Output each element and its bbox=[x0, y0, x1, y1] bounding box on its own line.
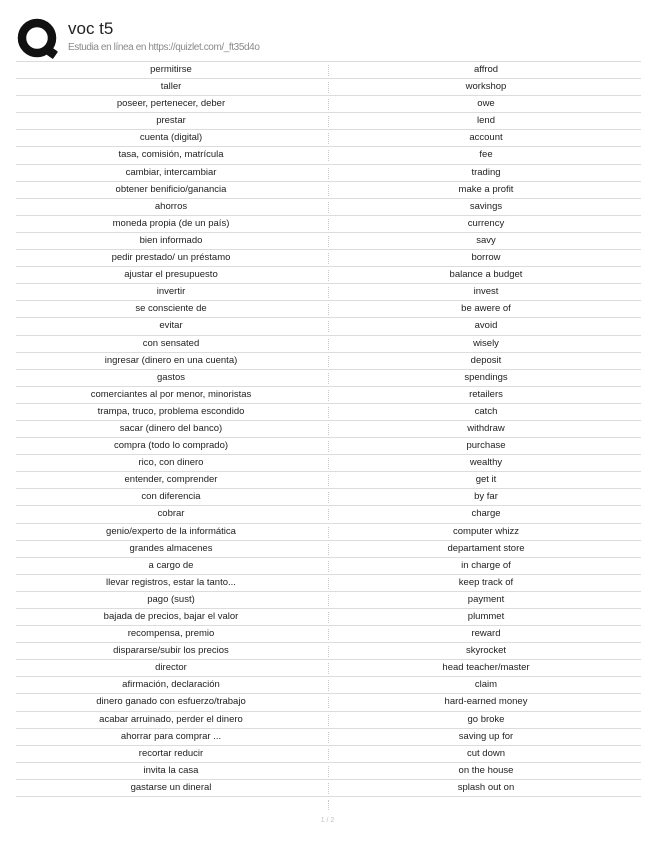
page-number: 1 / 2 bbox=[320, 817, 335, 824]
table-row bbox=[16, 353, 641, 370]
table-row bbox=[16, 609, 641, 626]
term-cell: tasa, comisión, matrícula bbox=[118, 149, 224, 161]
term-cell: entender, comprender bbox=[124, 474, 218, 486]
column-divider bbox=[328, 646, 329, 657]
column-divider bbox=[328, 219, 329, 230]
term-cell: trampa, truco, problema escondido bbox=[97, 405, 245, 417]
column-divider bbox=[328, 458, 329, 469]
quizlet-q-logo-icon bbox=[16, 18, 60, 60]
column-divider bbox=[328, 270, 329, 281]
definition-cell: account bbox=[469, 132, 503, 144]
table-row bbox=[16, 62, 641, 79]
table-row bbox=[16, 626, 641, 643]
column-divider bbox=[328, 680, 329, 691]
column-divider bbox=[328, 595, 329, 606]
definition-cell: savings bbox=[469, 200, 503, 212]
definition-cell: retailers bbox=[469, 388, 503, 400]
column-divider bbox=[328, 509, 329, 520]
definition-cell: plummet bbox=[467, 611, 505, 622]
term-cell: prestar bbox=[156, 115, 186, 127]
definition-cell: catch bbox=[474, 405, 498, 417]
column-divider bbox=[328, 697, 329, 708]
column-divider bbox=[328, 492, 329, 503]
term-cell: acabar arruinado, perder el dinero bbox=[99, 713, 243, 725]
definition-cell: invest bbox=[473, 286, 499, 298]
column-divider bbox=[328, 116, 329, 127]
table-row bbox=[16, 79, 641, 96]
column-divider bbox=[328, 715, 329, 726]
definition-cell: skyrocket bbox=[465, 645, 507, 657]
vocabulary-table bbox=[16, 61, 641, 797]
term-cell: moneda propia (de un país) bbox=[112, 217, 230, 229]
term-cell: ingresar (dinero en una cuenta) bbox=[104, 354, 238, 366]
column-divider bbox=[328, 253, 329, 264]
term-cell: gastos bbox=[157, 371, 185, 383]
column-divider bbox=[328, 629, 329, 640]
table-row bbox=[16, 113, 641, 130]
definition-cell: lend bbox=[477, 115, 495, 127]
term-cell: llevar registros, estar la tanto... bbox=[106, 576, 236, 588]
definition-cell: computer whizz bbox=[453, 525, 519, 537]
term-cell: invita la casa bbox=[143, 764, 199, 776]
table-row bbox=[16, 643, 641, 660]
table-row bbox=[16, 370, 641, 387]
definition-cell: savy bbox=[476, 234, 496, 246]
definition-cell: payment bbox=[467, 593, 505, 605]
table-row bbox=[16, 96, 641, 113]
definition-cell: cut down bbox=[466, 747, 506, 759]
term-cell: dinero ganado con esfuerzo/trabajo bbox=[96, 696, 246, 708]
definition-cell: in charge of bbox=[461, 559, 511, 571]
column-divider bbox=[328, 185, 329, 196]
column-divider bbox=[328, 663, 329, 674]
column-divider bbox=[328, 339, 329, 350]
set-title: voc t5 bbox=[68, 19, 114, 38]
column-divider bbox=[328, 236, 329, 247]
term-cell: bajada de precios, bajar el valor bbox=[103, 611, 239, 622]
term-cell: obtener benificio/ganancia bbox=[115, 183, 227, 195]
table-row bbox=[16, 694, 641, 711]
column-divider bbox=[328, 202, 329, 213]
term-cell: a cargo de bbox=[148, 559, 194, 571]
definition-cell: departament store bbox=[447, 542, 525, 554]
column-divider bbox=[328, 133, 329, 144]
table-row bbox=[16, 147, 641, 164]
term-cell: genio/experto de la informática bbox=[106, 525, 236, 537]
table-row bbox=[16, 729, 641, 746]
term-cell: se consciente de bbox=[135, 303, 207, 315]
table-row bbox=[16, 558, 641, 575]
definition-cell: make a profit bbox=[458, 183, 514, 195]
definition-cell: borrow bbox=[471, 252, 501, 264]
column-divider bbox=[328, 544, 329, 555]
term-cell: rico, con dinero bbox=[138, 457, 204, 469]
definition-cell: get it bbox=[475, 474, 497, 486]
definition-cell: withdraw bbox=[467, 422, 505, 434]
table-row bbox=[16, 455, 641, 472]
term-cell: poseer, pertenecer, deber bbox=[116, 98, 226, 110]
table-row bbox=[16, 404, 641, 421]
table-row bbox=[16, 336, 641, 353]
term-cell: con sensated bbox=[142, 337, 200, 349]
definition-cell: charge bbox=[471, 508, 501, 520]
definition-cell: saving up for bbox=[458, 730, 514, 742]
term-cell: bien informado bbox=[139, 234, 203, 246]
table-row bbox=[16, 541, 641, 558]
table-row bbox=[16, 301, 641, 318]
column-divider bbox=[328, 168, 329, 179]
term-cell: comerciantes al por menor, minoristas bbox=[90, 388, 252, 400]
table-row bbox=[16, 489, 641, 506]
definition-cell: affrod bbox=[473, 64, 499, 75]
definition-cell: claim bbox=[474, 679, 498, 691]
column-divider bbox=[328, 441, 329, 452]
column-divider bbox=[328, 783, 329, 794]
table-row bbox=[16, 318, 641, 335]
column-divider bbox=[328, 749, 329, 760]
definition-cell: go broke bbox=[467, 713, 505, 725]
term-cell: cuenta (digital) bbox=[139, 132, 203, 144]
term-cell: afirmación, declaración bbox=[122, 679, 220, 691]
column-divider bbox=[328, 321, 329, 332]
definition-cell: trading bbox=[471, 166, 501, 178]
column-divider bbox=[328, 82, 329, 93]
table-row bbox=[16, 199, 641, 216]
term-cell: ahorros bbox=[154, 200, 188, 212]
definition-cell: wisely bbox=[473, 337, 499, 349]
table-row bbox=[16, 472, 641, 489]
definition-cell: wealthy bbox=[469, 457, 503, 469]
column-divider bbox=[328, 527, 329, 538]
table-row bbox=[16, 387, 641, 404]
table-row bbox=[16, 592, 641, 609]
column-divider bbox=[328, 732, 329, 743]
document-header bbox=[16, 18, 641, 60]
table-row bbox=[16, 216, 641, 233]
definition-cell: reward bbox=[471, 628, 501, 640]
column-divider bbox=[328, 390, 329, 401]
term-cell: gastarse un dineral bbox=[130, 781, 212, 793]
column-divider bbox=[328, 561, 329, 572]
term-cell: evitar bbox=[159, 320, 183, 332]
term-cell: compra (todo lo comprado) bbox=[113, 440, 229, 452]
column-divider bbox=[328, 373, 329, 384]
set-source-url: Estudia en línea en https://quizlet.com/_ft35d4o bbox=[68, 42, 260, 53]
table-row bbox=[16, 421, 641, 438]
term-cell: director bbox=[155, 662, 187, 674]
term-cell: ahorrar para comprar ... bbox=[120, 730, 222, 742]
term-cell: grandes almacenes bbox=[129, 542, 213, 554]
definition-cell: purchase bbox=[466, 440, 506, 452]
column-divider bbox=[328, 578, 329, 589]
definition-cell: avoid bbox=[474, 320, 498, 332]
definition-cell: fee bbox=[479, 149, 493, 161]
term-cell: invertir bbox=[156, 286, 186, 298]
table-row bbox=[16, 165, 641, 182]
table-row bbox=[16, 284, 641, 301]
definition-cell: spendings bbox=[464, 371, 508, 383]
column-divider bbox=[328, 99, 329, 110]
definition-cell: splash out on bbox=[457, 781, 515, 793]
definition-cell: on the house bbox=[458, 764, 514, 776]
table-row bbox=[16, 712, 641, 729]
table-row bbox=[16, 506, 641, 523]
table-row bbox=[16, 746, 641, 763]
definition-cell: head teacher/master bbox=[442, 662, 530, 674]
term-cell: pedir prestado/ un préstamo bbox=[111, 252, 231, 264]
definition-cell: workshop bbox=[465, 81, 507, 93]
definition-cell: by far bbox=[474, 491, 498, 503]
column-divider bbox=[328, 356, 329, 367]
column-divider bbox=[328, 65, 329, 76]
column-divider bbox=[328, 424, 329, 435]
table-row bbox=[16, 130, 641, 147]
definition-cell: be awere of bbox=[461, 303, 511, 315]
column-divider bbox=[328, 475, 329, 486]
table-row bbox=[16, 575, 641, 592]
term-cell: taller bbox=[160, 81, 182, 93]
column-divider-tail bbox=[328, 800, 329, 810]
table-row bbox=[16, 677, 641, 694]
term-cell: pago (sust) bbox=[147, 593, 195, 605]
term-cell: ajustar el presupuesto bbox=[124, 269, 218, 281]
table-row bbox=[16, 660, 641, 677]
table-row bbox=[16, 267, 641, 284]
table-row bbox=[16, 438, 641, 455]
definition-cell: deposit bbox=[470, 354, 502, 366]
term-cell: con diferencia bbox=[141, 491, 201, 503]
column-divider bbox=[328, 407, 329, 418]
column-divider bbox=[328, 150, 329, 161]
table-row bbox=[16, 182, 641, 199]
column-divider bbox=[328, 304, 329, 315]
term-cell: permitirse bbox=[150, 64, 192, 75]
table-row bbox=[16, 233, 641, 250]
definition-cell: currency bbox=[467, 217, 505, 229]
term-cell: dispararse/subir los precios bbox=[113, 645, 229, 657]
table-row bbox=[16, 524, 641, 541]
term-cell: sacar (dinero del banco) bbox=[119, 422, 223, 434]
term-cell: recompensa, premio bbox=[127, 628, 215, 640]
term-cell: cambiar, intercambiar bbox=[125, 166, 217, 178]
table-row bbox=[16, 780, 641, 797]
column-divider bbox=[328, 287, 329, 298]
term-cell: recortar reducir bbox=[138, 747, 204, 759]
term-cell: cobrar bbox=[157, 508, 185, 520]
definition-cell: keep track of bbox=[458, 576, 514, 588]
table-row bbox=[16, 763, 641, 780]
column-divider bbox=[328, 766, 329, 777]
table-row bbox=[16, 250, 641, 267]
column-divider bbox=[328, 612, 329, 623]
definition-cell: balance a budget bbox=[449, 269, 523, 281]
definition-cell: hard-earned money bbox=[444, 696, 528, 708]
definition-cell: owe bbox=[477, 98, 495, 110]
